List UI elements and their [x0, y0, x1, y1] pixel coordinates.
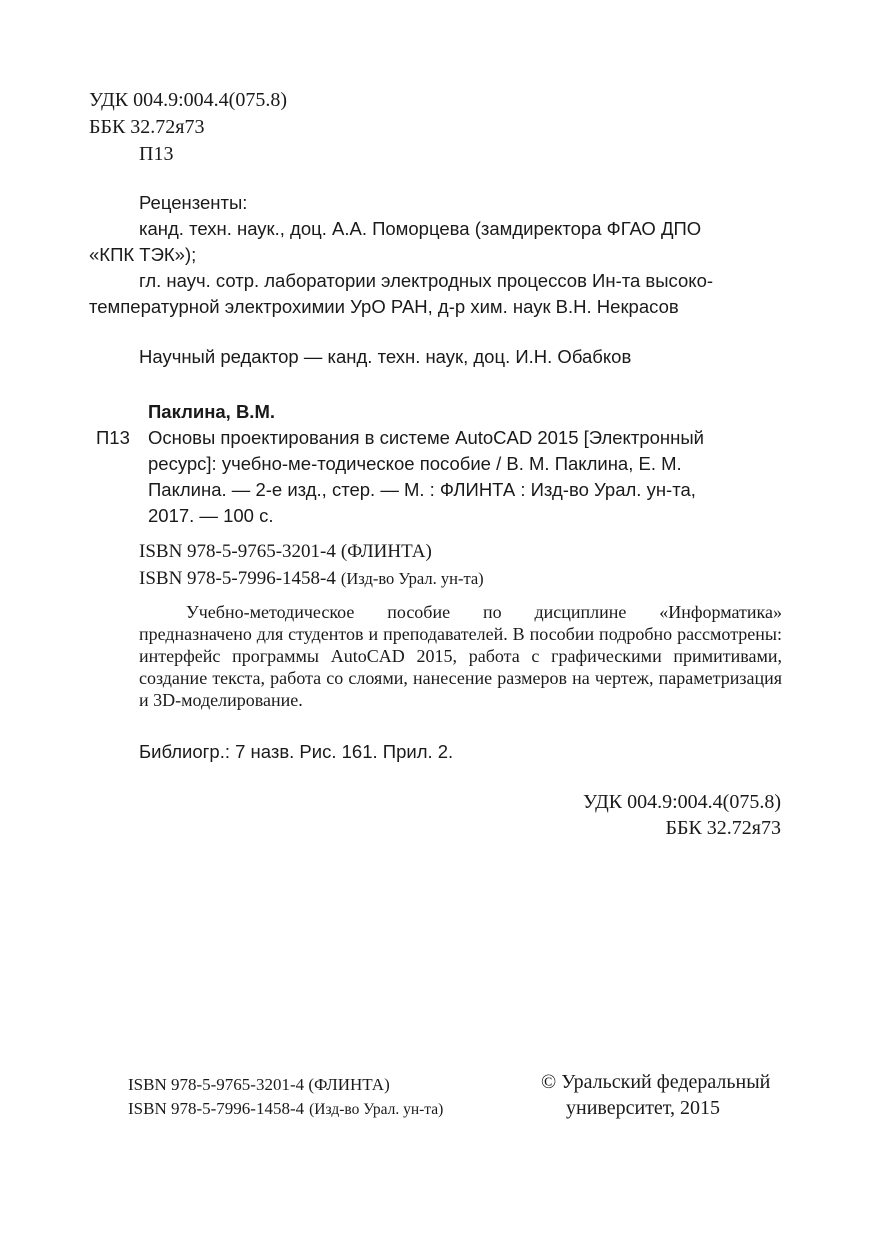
- footer-isbn-2-number: ISBN 978-5-7996-1458-4: [128, 1099, 305, 1118]
- reviewer-2-line-1: гл. науч. сотр. лаборатории электродных процессов Ин-та высоко-: [139, 270, 714, 291]
- reviewer-1-line-1: канд. техн. наук., доц. А.А. Поморцева (замдиректора ФГАО ДПО: [139, 218, 702, 239]
- bib-line-1: Основы проектирования в системе AutoCAD 2015 [Электронный: [148, 427, 704, 448]
- bib-line-3: Паклина. — 2-е изд., стер. — М. : ФЛИНТА : Изд-во Урал. ун-та,: [148, 479, 696, 500]
- isbn-2-number: ISBN 978-5-7996-1458-4: [139, 568, 336, 589]
- bib-line-4: 2017. — 100 с.: [148, 505, 274, 526]
- footer-isbn-1: ISBN 978-5-9765-3201-4 (ФЛИНТА): [128, 1075, 390, 1094]
- reviewer-1-line-2: «КПК ТЭК»);: [89, 244, 197, 265]
- isbn-1: [139, 539, 432, 564]
- isbn-1-publisher: (ФЛИНТА): [340, 541, 432, 562]
- bbk-code-bottom: ББК 32.72я73: [665, 817, 781, 839]
- bibliography-note: Библиогр.: 7 назв. Рис. 161. Прил. 2.: [139, 741, 454, 762]
- bib-line-2: ресурс]: учебно-ме-тодическое пособие / В. М. Паклина, Е. М.: [148, 453, 682, 474]
- footer-isbn-2-publisher: (Изд-во Урал. ун-та): [309, 1101, 444, 1118]
- isbn-1-number: ISBN 978-5-9765-3201-4: [139, 541, 336, 562]
- udk-code-bottom: УДК 004.9:004.4(075.8): [583, 791, 781, 813]
- reviewers-heading: Рецензенты:: [139, 192, 248, 213]
- copyright-line-1: © Уральский федеральный: [541, 1071, 771, 1093]
- bbk-code: ББК 32.72я73: [89, 116, 205, 138]
- isbn-2-publisher: (Изд-во Урал. ун-та): [340, 569, 484, 588]
- bib-author-mark: П13: [96, 427, 130, 448]
- copyright-line-2: университет, 2015: [566, 1097, 721, 1119]
- udk-code: УДК 004.9:004.4(075.8): [89, 89, 287, 111]
- annotation-paragraph: Учебно-методическое пособие по дисциплине «Информатика» предназначено для студентов и преподавателей. В пособии подробно рассмотрены: интерфейс программы AutoCAD 2015, работа с графическими примитивами, создание текста, работа со слоями, нанесение размеров на чертеж, параметризация и 3D-моделирование.: [139, 602, 782, 710]
- reviewer-2-line-2: температурной электрохимии УрО РАН, д-р хим. наук В.Н. Некрасов: [89, 296, 679, 317]
- isbn-2: [139, 566, 484, 591]
- footer-isbn-2: [128, 1096, 443, 1122]
- author-mark: П13: [139, 143, 174, 165]
- scientific-editor: Научный редактор — канд. техн. наук, доц. И.Н. Обабков: [139, 346, 632, 367]
- book-author: Паклина, В.М.: [148, 401, 275, 422]
